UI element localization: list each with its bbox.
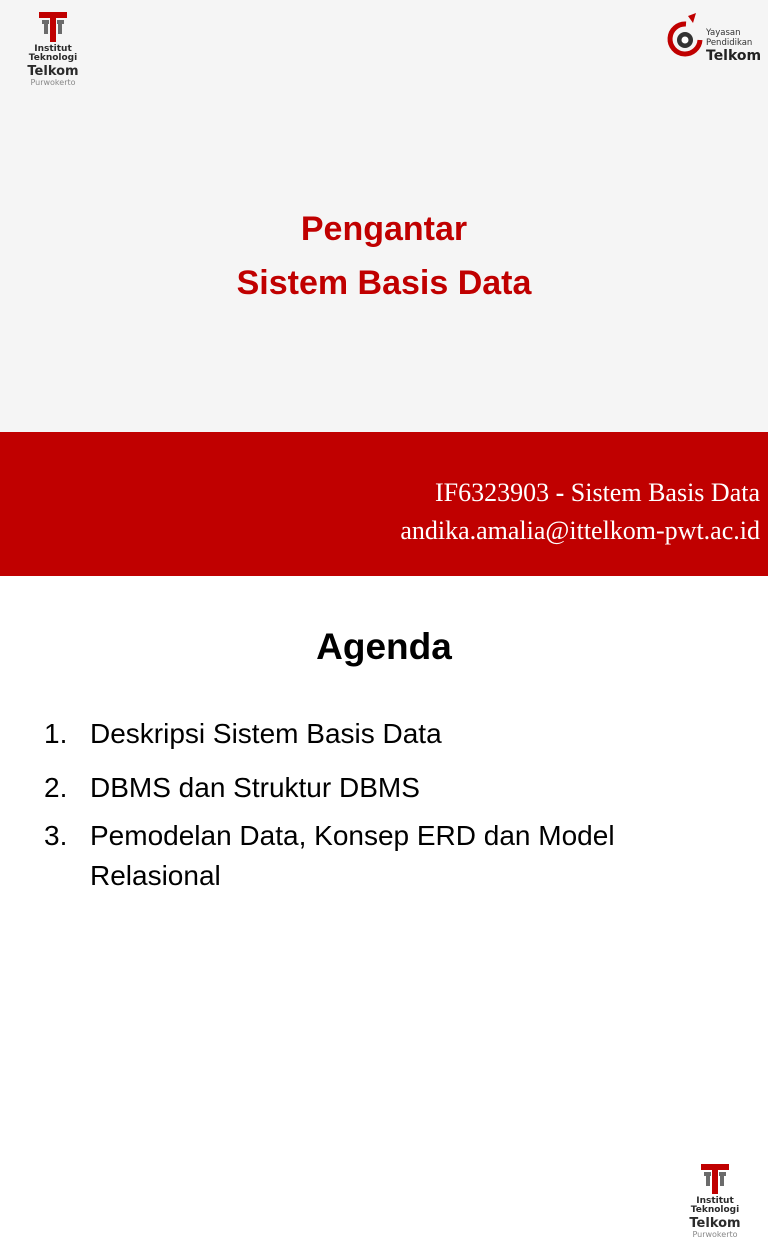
course-code: IF6323903 <box>434 478 550 507</box>
agenda-item-number: 2. <box>44 772 68 803</box>
ittp-logo <box>672 1162 758 1239</box>
agenda-item <box>44 714 724 754</box>
ittp-logo <box>10 10 96 87</box>
agenda-item <box>44 816 724 896</box>
course-info-band <box>0 432 768 576</box>
logo-text-line2: Telkom <box>27 64 79 79</box>
ypt-text-line2: Pendidikan <box>706 38 753 48</box>
logo-text-line3: Purwokerto <box>30 78 76 87</box>
ypt-logo <box>666 12 762 66</box>
agenda-item-text: Pemodelan Data, Konsep ERD dan Model Relasional <box>90 820 615 891</box>
course-name: Sistem Basis Data <box>570 478 760 507</box>
agenda-list <box>44 714 724 896</box>
course-separator: - <box>555 478 565 507</box>
agenda-title: Agenda <box>316 626 452 667</box>
logo-text-line1: Institut Teknologi <box>690 1196 740 1215</box>
logo-text-line1: Institut Teknologi <box>28 44 78 63</box>
email-address: andika.amalia@ittelkom-pwt.ac.id <box>400 516 760 545</box>
title-line-2: Sistem Basis Data <box>236 264 532 302</box>
telkom-swirl-icon <box>666 12 706 66</box>
agenda-item <box>44 768 724 808</box>
ypt-text-line3: Telkom <box>706 48 762 64</box>
agenda-item-number: 3. <box>44 820 68 851</box>
agenda-slide <box>0 576 768 1239</box>
title-line-1: Pengantar <box>300 210 468 248</box>
course-line <box>435 478 760 508</box>
logo-text-line3: Purwokerto <box>692 1230 738 1239</box>
ittp-emblem-icon <box>38 10 68 42</box>
agenda-item-text: Deskripsi Sistem Basis Data <box>90 718 442 749</box>
ypt-text-line1: Yayasan <box>706 28 741 38</box>
ittp-emblem-icon <box>700 1162 730 1194</box>
agenda-item-number: 1. <box>44 718 68 749</box>
logo-text-line2: Telkom <box>689 1216 741 1231</box>
slide-title <box>0 202 768 310</box>
title-slide <box>0 0 768 576</box>
agenda-item-text: DBMS dan Struktur DBMS <box>90 772 420 803</box>
